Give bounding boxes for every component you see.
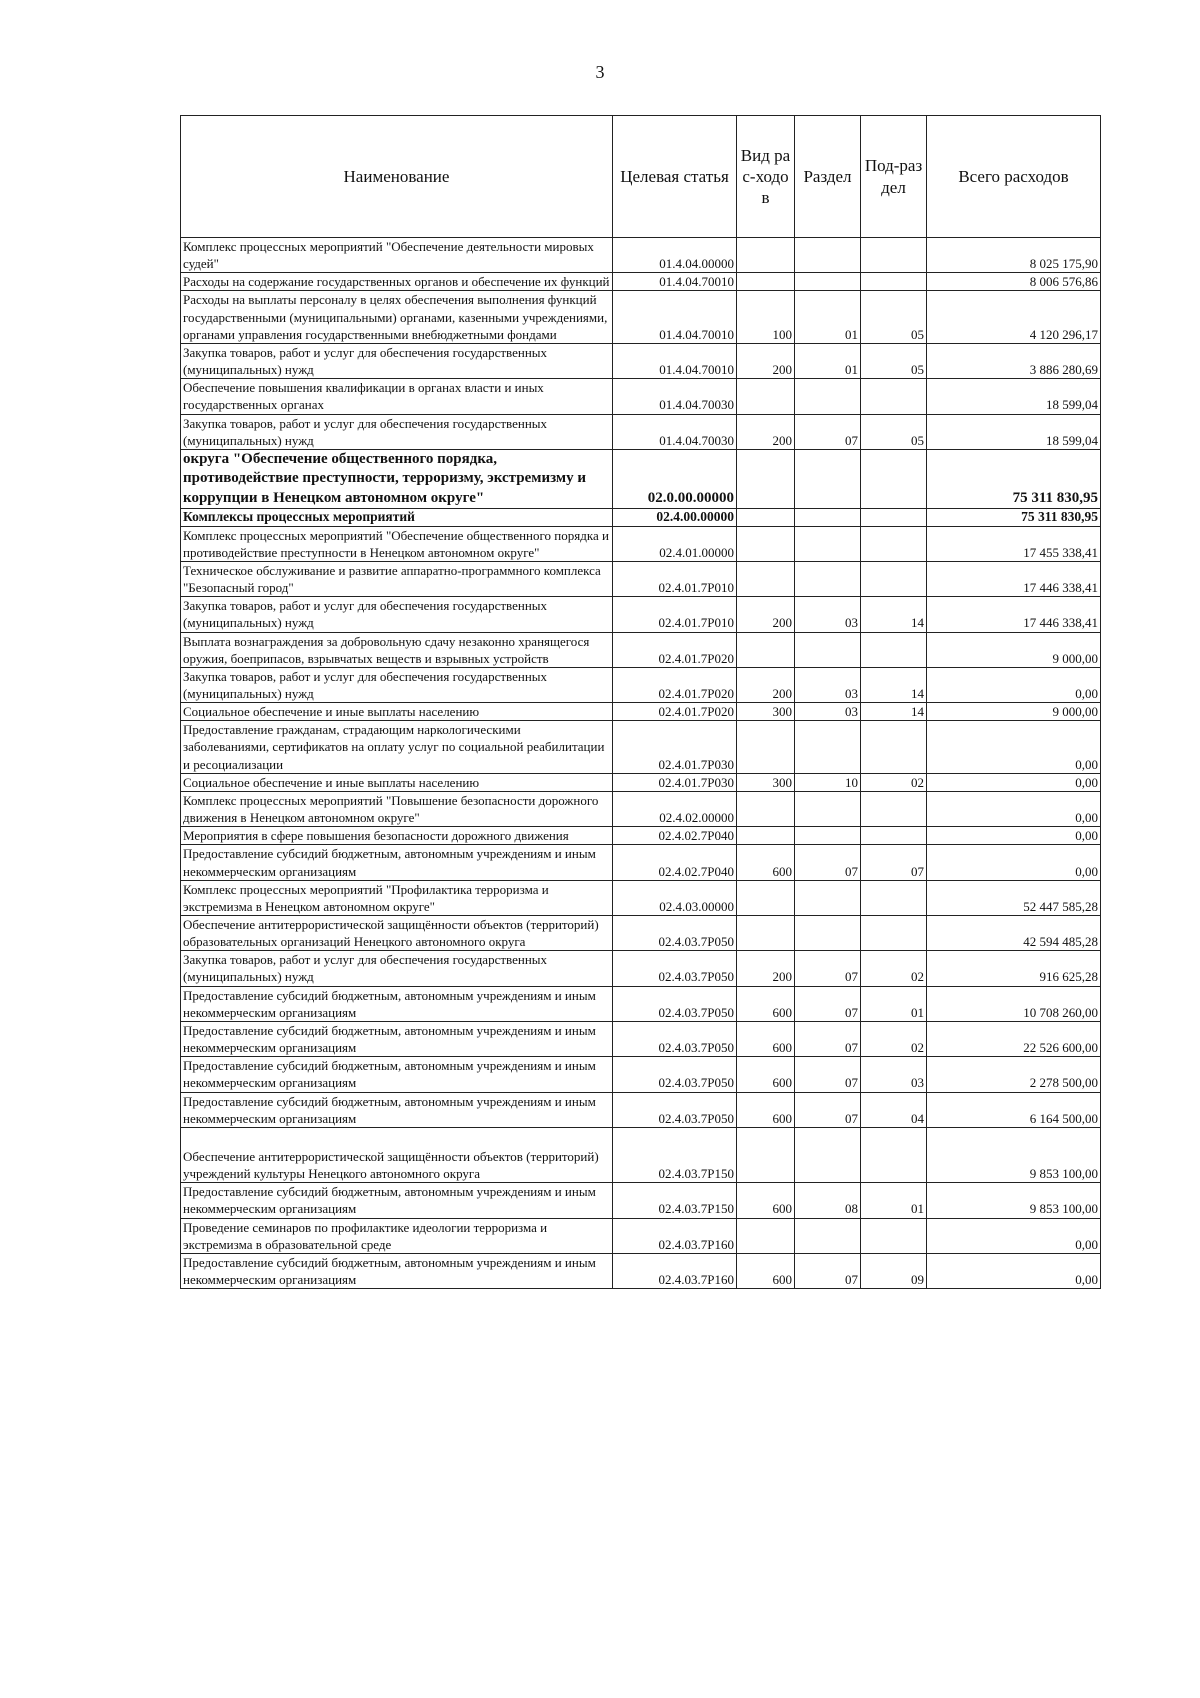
cell-name: Комплекс процессных мероприятий "Обеспечение общественного порядка и противодействие преступности в Ненецком автономном округе" bbox=[181, 526, 613, 561]
cell-name: Закупка товаров, работ и услуг для обеспечения государственных (муниципальных) нужд bbox=[181, 667, 613, 702]
table-row bbox=[181, 773, 1101, 791]
cell-target-article: 02.4.01.7Р020 bbox=[613, 703, 737, 721]
cell-subsection bbox=[861, 632, 927, 667]
cell-section: 01 bbox=[795, 291, 861, 343]
cell-expense-type: 200 bbox=[737, 667, 795, 702]
cell-section bbox=[795, 632, 861, 667]
table-row bbox=[181, 1127, 1101, 1182]
cell-expense-type: 200 bbox=[737, 597, 795, 632]
cell-expense-type bbox=[737, 1127, 795, 1182]
cell-subsection: 01 bbox=[861, 986, 927, 1021]
header-total: Всего расходов bbox=[927, 116, 1101, 238]
table-row bbox=[181, 1021, 1101, 1056]
cell-expense-type bbox=[737, 880, 795, 915]
cell-name: Закупка товаров, работ и услуг для обеспечения государственных (муниципальных) нужд bbox=[181, 414, 613, 449]
cell-target-article: 02.4.01.7Р030 bbox=[613, 773, 737, 791]
cell-name: Социальное обеспечение и иные выплаты населению bbox=[181, 773, 613, 791]
table-row bbox=[181, 986, 1101, 1021]
cell-expense-type bbox=[737, 1218, 795, 1253]
cell-name: Расходы на выплаты персоналу в целях обеспечения выполнения функций государственными (муниципальными) органами, казенными учреждениями, органами управления государственными внебюджетными фондами bbox=[181, 291, 613, 343]
cell-subsection bbox=[861, 561, 927, 596]
cell-name: Обеспечение повышения квалификации в органах власти и иных государственных органах bbox=[181, 379, 613, 414]
cell-expense-type: 200 bbox=[737, 951, 795, 986]
cell-expense-type: 600 bbox=[737, 1092, 795, 1127]
cell-total: 0,00 bbox=[927, 667, 1101, 702]
cell-section bbox=[795, 273, 861, 291]
cell-expense-type: 300 bbox=[737, 773, 795, 791]
cell-subsection: 02 bbox=[861, 951, 927, 986]
cell-subsection: 02 bbox=[861, 1021, 927, 1056]
cell-section bbox=[795, 1127, 861, 1182]
header-section: Раздел bbox=[795, 116, 861, 238]
cell-target-article: 02.4.01.7Р010 bbox=[613, 597, 737, 632]
cell-target-article: 02.4.03.7Р150 bbox=[613, 1183, 737, 1218]
table-row bbox=[181, 667, 1101, 702]
table-row bbox=[181, 414, 1101, 449]
table-row bbox=[181, 597, 1101, 632]
table-row bbox=[181, 880, 1101, 915]
cell-target-article: 02.4.03.7Р050 bbox=[613, 1092, 737, 1127]
cell-name: округа "Обеспечение общественного порядка, противодействие преступности, терроризму, экстремизму и коррупции в Ненецком автономном округе" bbox=[181, 449, 613, 509]
table-row bbox=[181, 561, 1101, 596]
cell-target-article: 01.4.04.70010 bbox=[613, 273, 737, 291]
cell-target-article: 02.4.00.00000 bbox=[613, 509, 737, 526]
cell-name: Выплата вознаграждения за добровольную сдачу незаконно хранящегося оружия, боеприпасов, взрывчатых веществ и взрывных устройств bbox=[181, 632, 613, 667]
cell-subsection: 14 bbox=[861, 703, 927, 721]
cell-total: 18 599,04 bbox=[927, 414, 1101, 449]
cell-expense-type: 600 bbox=[737, 1183, 795, 1218]
cell-total: 75 311 830,95 bbox=[927, 449, 1101, 509]
cell-expense-type bbox=[737, 526, 795, 561]
cell-expense-type bbox=[737, 449, 795, 509]
page-number: 3 bbox=[595, 62, 605, 82]
cell-section: 07 bbox=[795, 1253, 861, 1288]
cell-section: 08 bbox=[795, 1183, 861, 1218]
cell-subsection bbox=[861, 449, 927, 509]
cell-total: 75 311 830,95 bbox=[927, 509, 1101, 526]
cell-name: Закупка товаров, работ и услуг для обеспечения государственных (муниципальных) нужд bbox=[181, 951, 613, 986]
cell-total: 22 526 600,00 bbox=[927, 1021, 1101, 1056]
cell-name: Предоставление субсидий бюджетным, автономным учреждениям и иным некоммерческим организациям bbox=[181, 845, 613, 880]
cell-section bbox=[795, 526, 861, 561]
cell-total: 2 278 500,00 bbox=[927, 1057, 1101, 1092]
table-row bbox=[181, 721, 1101, 773]
cell-target-article: 01.4.04.70010 bbox=[613, 343, 737, 378]
cell-target-article: 02.4.02.7Р040 bbox=[613, 845, 737, 880]
cell-name: Обеспечение антитеррористической защищённости объектов (территорий) учреждений культуры Ненецкого автономного округа bbox=[181, 1127, 613, 1182]
table-row bbox=[181, 238, 1101, 273]
cell-target-article: 02.4.02.7Р040 bbox=[613, 827, 737, 845]
cell-expense-type: 600 bbox=[737, 845, 795, 880]
cell-section bbox=[795, 509, 861, 526]
cell-total: 9 853 100,00 bbox=[927, 1127, 1101, 1182]
cell-name: Обеспечение антитеррористической защищённости объектов (территорий) образовательных организаций Ненецкого автономного округа bbox=[181, 916, 613, 951]
cell-expense-type bbox=[737, 721, 795, 773]
cell-target-article: 02.4.01.00000 bbox=[613, 526, 737, 561]
cell-expense-type: 600 bbox=[737, 1021, 795, 1056]
cell-section bbox=[795, 791, 861, 826]
cell-expense-type bbox=[737, 238, 795, 273]
cell-subsection bbox=[861, 880, 927, 915]
cell-subsection bbox=[861, 509, 927, 526]
cell-subsection: 05 bbox=[861, 291, 927, 343]
cell-name: Расходы на содержание государственных органов и обеспечение их функций bbox=[181, 273, 613, 291]
cell-section bbox=[795, 238, 861, 273]
cell-total: 42 594 485,28 bbox=[927, 916, 1101, 951]
cell-name: Закупка товаров, работ и услуг для обеспечения государственных (муниципальных) нужд bbox=[181, 597, 613, 632]
cell-subsection: 07 bbox=[861, 845, 927, 880]
cell-section: 07 bbox=[795, 1021, 861, 1056]
cell-expense-type bbox=[737, 561, 795, 596]
cell-total: 0,00 bbox=[927, 773, 1101, 791]
cell-target-article: 02.4.03.00000 bbox=[613, 880, 737, 915]
table-row bbox=[181, 951, 1101, 986]
cell-expense-type bbox=[737, 916, 795, 951]
cell-section bbox=[795, 449, 861, 509]
cell-section: 01 bbox=[795, 343, 861, 378]
cell-expense-type bbox=[737, 379, 795, 414]
header-name: Наименование bbox=[181, 116, 613, 238]
table-row bbox=[181, 1092, 1101, 1127]
cell-expense-type bbox=[737, 273, 795, 291]
table-header-row bbox=[181, 116, 1101, 238]
table-row bbox=[181, 1057, 1101, 1092]
cell-section bbox=[795, 721, 861, 773]
cell-total: 0,00 bbox=[927, 827, 1101, 845]
cell-subsection: 09 bbox=[861, 1253, 927, 1288]
table-row bbox=[181, 343, 1101, 378]
cell-subsection: 04 bbox=[861, 1092, 927, 1127]
cell-expense-type: 600 bbox=[737, 1057, 795, 1092]
cell-total: 0,00 bbox=[927, 1253, 1101, 1288]
cell-subsection: 14 bbox=[861, 667, 927, 702]
cell-name: Комплекс процессных мероприятий "Обеспечение деятельности мировых судей" bbox=[181, 238, 613, 273]
cell-target-article: 02.4.03.7Р050 bbox=[613, 1057, 737, 1092]
cell-section: 07 bbox=[795, 1092, 861, 1127]
table-row bbox=[181, 703, 1101, 721]
cell-name: Социальное обеспечение и иные выплаты населению bbox=[181, 703, 613, 721]
cell-subsection bbox=[861, 1127, 927, 1182]
table-row bbox=[181, 827, 1101, 845]
cell-target-article: 02.4.03.7Р150 bbox=[613, 1127, 737, 1182]
cell-total: 0,00 bbox=[927, 1218, 1101, 1253]
cell-name: Комплексы процессных мероприятий bbox=[181, 509, 613, 526]
cell-target-article: 02.4.01.7Р010 bbox=[613, 561, 737, 596]
cell-target-article: 02.4.03.7Р160 bbox=[613, 1218, 737, 1253]
table-row bbox=[181, 791, 1101, 826]
cell-expense-type: 200 bbox=[737, 414, 795, 449]
table-row bbox=[181, 509, 1101, 526]
cell-total: 916 625,28 bbox=[927, 951, 1101, 986]
cell-subsection: 01 bbox=[861, 1183, 927, 1218]
cell-subsection: 05 bbox=[861, 343, 927, 378]
cell-total: 17 446 338,41 bbox=[927, 597, 1101, 632]
header-target-article: Целевая статья bbox=[613, 116, 737, 238]
cell-section bbox=[795, 880, 861, 915]
cell-expense-type bbox=[737, 509, 795, 526]
cell-expense-type: 100 bbox=[737, 291, 795, 343]
cell-subsection bbox=[861, 1218, 927, 1253]
cell-total: 8 006 576,86 bbox=[927, 273, 1101, 291]
cell-name: Комплекс процессных мероприятий "Повышение безопасности дорожного движения в Ненецком автономном округе" bbox=[181, 791, 613, 826]
cell-target-article: 02.4.01.7Р020 bbox=[613, 667, 737, 702]
cell-subsection: 03 bbox=[861, 1057, 927, 1092]
cell-name: Предоставление субсидий бюджетным, автономным учреждениям и иным некоммерческим организациям bbox=[181, 1183, 613, 1218]
cell-total: 9 853 100,00 bbox=[927, 1183, 1101, 1218]
table-row bbox=[181, 1218, 1101, 1253]
cell-total: 17 455 338,41 bbox=[927, 526, 1101, 561]
cell-section: 07 bbox=[795, 951, 861, 986]
cell-section bbox=[795, 379, 861, 414]
cell-target-article: 01.4.04.00000 bbox=[613, 238, 737, 273]
cell-total: 52 447 585,28 bbox=[927, 880, 1101, 915]
cell-name: Проведение семинаров по профилактике идеологии терроризма и экстремизма в образовательной среде bbox=[181, 1218, 613, 1253]
cell-subsection bbox=[861, 379, 927, 414]
cell-target-article: 01.4.04.70010 bbox=[613, 291, 737, 343]
cell-target-article: 01.4.04.70030 bbox=[613, 414, 737, 449]
cell-name: Закупка товаров, работ и услуг для обеспечения государственных (муниципальных) нужд bbox=[181, 343, 613, 378]
cell-total: 9 000,00 bbox=[927, 632, 1101, 667]
cell-total: 8 025 175,90 bbox=[927, 238, 1101, 273]
cell-section: 03 bbox=[795, 597, 861, 632]
cell-target-article: 02.0.00.00000 bbox=[613, 449, 737, 509]
cell-target-article: 01.4.04.70030 bbox=[613, 379, 737, 414]
cell-total: 10 708 260,00 bbox=[927, 986, 1101, 1021]
cell-name: Мероприятия в сфере повышения безопасности дорожного движения bbox=[181, 827, 613, 845]
cell-total: 4 120 296,17 bbox=[927, 291, 1101, 343]
cell-subsection bbox=[861, 791, 927, 826]
cell-subsection bbox=[861, 238, 927, 273]
cell-section: 07 bbox=[795, 845, 861, 880]
cell-target-article: 02.4.03.7Р050 bbox=[613, 951, 737, 986]
cell-name: Предоставление субсидий бюджетным, автономным учреждениям и иным некоммерческим организациям bbox=[181, 1021, 613, 1056]
cell-subsection: 05 bbox=[861, 414, 927, 449]
cell-section bbox=[795, 561, 861, 596]
table-row bbox=[181, 632, 1101, 667]
cell-name: Предоставление субсидий бюджетным, автономным учреждениям и иным некоммерческим организациям bbox=[181, 986, 613, 1021]
cell-subsection bbox=[861, 916, 927, 951]
cell-section bbox=[795, 916, 861, 951]
cell-target-article: 02.4.02.00000 bbox=[613, 791, 737, 826]
cell-total: 17 446 338,41 bbox=[927, 561, 1101, 596]
cell-name: Предоставление гражданам, страдающим наркологическими заболеваниями, сертификатов на оплату услуг по социальной реабилитации и ресоциализации bbox=[181, 721, 613, 773]
cell-total: 9 000,00 bbox=[927, 703, 1101, 721]
table-row bbox=[181, 916, 1101, 951]
cell-expense-type: 300 bbox=[737, 703, 795, 721]
cell-total: 3 886 280,69 bbox=[927, 343, 1101, 378]
cell-target-article: 02.4.03.7Р050 bbox=[613, 986, 737, 1021]
cell-name: Комплекс процессных мероприятий "Профилактика терроризма и экстремизма в Ненецком автономном округе" bbox=[181, 880, 613, 915]
cell-section: 07 bbox=[795, 1057, 861, 1092]
header-subsection: Под-раздел bbox=[861, 116, 927, 238]
cell-expense-type bbox=[737, 827, 795, 845]
budget-table bbox=[180, 115, 1101, 1289]
cell-section: 07 bbox=[795, 986, 861, 1021]
cell-section: 07 bbox=[795, 414, 861, 449]
cell-target-article: 02.4.03.7Р050 bbox=[613, 1021, 737, 1056]
cell-total: 0,00 bbox=[927, 791, 1101, 826]
cell-subsection bbox=[861, 827, 927, 845]
table-row bbox=[181, 1253, 1101, 1288]
cell-total: 6 164 500,00 bbox=[927, 1092, 1101, 1127]
cell-expense-type: 200 bbox=[737, 343, 795, 378]
cell-total: 0,00 bbox=[927, 845, 1101, 880]
cell-target-article: 02.4.01.7Р030 bbox=[613, 721, 737, 773]
cell-expense-type: 600 bbox=[737, 1253, 795, 1288]
cell-target-article: 02.4.03.7Р160 bbox=[613, 1253, 737, 1288]
cell-target-article: 02.4.01.7Р020 bbox=[613, 632, 737, 667]
cell-total: 0,00 bbox=[927, 721, 1101, 773]
cell-subsection: 14 bbox=[861, 597, 927, 632]
cell-subsection bbox=[861, 273, 927, 291]
cell-expense-type: 600 bbox=[737, 986, 795, 1021]
table-row bbox=[181, 273, 1101, 291]
table-row bbox=[181, 845, 1101, 880]
table-row bbox=[181, 526, 1101, 561]
table-body bbox=[181, 238, 1101, 1289]
cell-section bbox=[795, 1218, 861, 1253]
cell-subsection bbox=[861, 721, 927, 773]
cell-name: Техническое обслуживание и развитие аппаратно-программного комплекса "Безопасный город" bbox=[181, 561, 613, 596]
header-expense-type: Вид рас-ходов bbox=[737, 116, 795, 238]
cell-subsection: 02 bbox=[861, 773, 927, 791]
cell-name: Предоставление субсидий бюджетным, автономным учреждениям и иным некоммерческим организациям bbox=[181, 1057, 613, 1092]
cell-section: 10 bbox=[795, 773, 861, 791]
cell-name: Предоставление субсидий бюджетным, автономным учреждениям и иным некоммерческим организациям bbox=[181, 1253, 613, 1288]
cell-expense-type bbox=[737, 632, 795, 667]
cell-section: 03 bbox=[795, 703, 861, 721]
cell-target-article: 02.4.03.7Р050 bbox=[613, 916, 737, 951]
table-row bbox=[181, 291, 1101, 343]
table-row bbox=[181, 1183, 1101, 1218]
cell-name: Предоставление субсидий бюджетным, автономным учреждениям и иным некоммерческим организациям bbox=[181, 1092, 613, 1127]
cell-expense-type bbox=[737, 791, 795, 826]
cell-section: 03 bbox=[795, 667, 861, 702]
table-row bbox=[181, 379, 1101, 414]
cell-subsection bbox=[861, 526, 927, 561]
cell-total: 18 599,04 bbox=[927, 379, 1101, 414]
table-row bbox=[181, 449, 1101, 509]
cell-section bbox=[795, 827, 861, 845]
